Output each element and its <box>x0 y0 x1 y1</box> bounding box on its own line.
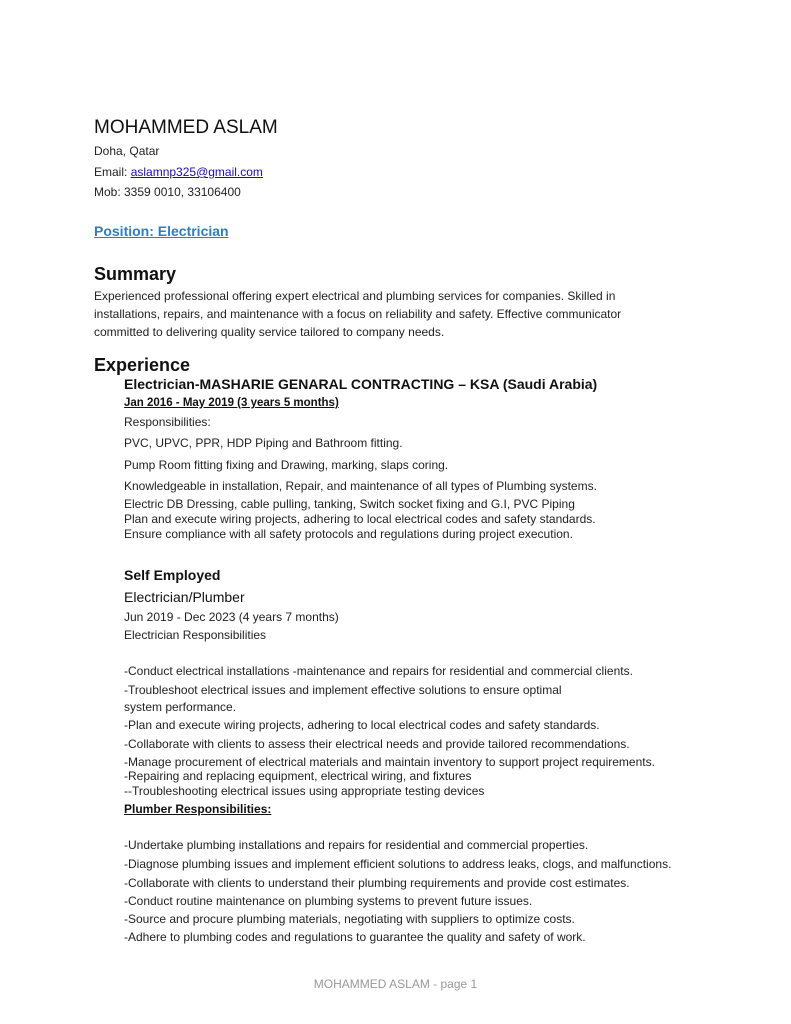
job2-electrician-item: -Plan and execute wiring projects, adhering to local electrical codes and safety standards. <box>124 718 600 732</box>
job2-employer: Self Employed <box>124 567 221 583</box>
job2-plumber-item: -Undertake plumbing installations and repairs for residential and commercial properties. <box>124 838 589 852</box>
job1-item: Knowledgeable in installation, Repair, and maintenance of all types of Plumbing systems. <box>124 479 597 493</box>
job2-plumber-label: Plumber Responsibilities: <box>124 802 272 816</box>
job2-role: Electrician/Plumber <box>124 589 245 605</box>
job2-plumber-item: -Diagnose plumbing issues and implement efficient solutions to address leaks, clogs, and malfunctions. <box>124 857 672 871</box>
experience-heading: Experience <box>94 355 191 375</box>
summary-line-3: committed to delivering quality service tailored to company needs. <box>94 325 445 339</box>
location: Doha, Qatar <box>94 144 160 158</box>
position-link[interactable]: Position: Electrician <box>94 223 229 239</box>
job1-item: Plan and execute wiring projects, adhering to local electrical codes and safety standards. <box>124 512 596 526</box>
page-footer: MOHAMMED ASLAM - page 1 <box>313 977 478 991</box>
summary-heading: Summary <box>94 264 177 284</box>
job2-electrician-item: system performance. <box>124 700 237 714</box>
job1-item: Pump Room fitting fixing and Drawing, marking, slaps coring. <box>124 458 449 472</box>
email-link[interactable]: aslamnp325@gmail.com <box>130 165 263 179</box>
mobile: Mob: 3359 0010, 33106400 <box>94 185 241 199</box>
job2-electrician-item: --Troubleshooting electrical issues using appropriate testing devices <box>124 784 485 798</box>
job2-plumber-item: -Adhere to plumbing codes and regulations to guarantee the quality and safety of work. <box>124 930 586 944</box>
job2-electrician-item: -Manage procurement of electrical materials and maintain inventory to support project requirements. <box>124 755 655 769</box>
candidate-name: MOHAMMED ASLAM <box>94 117 278 138</box>
email-label: Email: <box>94 165 131 179</box>
job1-item: Electric DB Dressing, cable pulling, tanking, Switch socket fixing and G.I, PVC Piping <box>124 497 575 511</box>
job2-plumber-item: -Source and procure plumbing materials, negotiating with suppliers to optimize costs. <box>124 912 575 926</box>
job2-electrician-label: Electrician Responsibilities <box>124 628 267 642</box>
job1-item: Ensure compliance with all safety protocols and regulations during project execution. <box>124 527 573 541</box>
job2-electrician-item: -Troubleshoot electrical issues and implement effective solutions to ensure optimal <box>124 683 562 697</box>
job2-plumber-item: -Collaborate with clients to understand their plumbing requirements and provide cost estimates. <box>124 876 630 890</box>
job2-plumber-item: -Conduct routine maintenance on plumbing systems to prevent future issues. <box>124 894 533 908</box>
job1-title: Electrician-MASHARIE GENARAL CONTRACTING – KSA (Saudi Arabia) <box>124 376 598 392</box>
job1-responsibilities-label: Responsibilities: <box>124 415 211 429</box>
job1-item: PVC, UPVC, PPR, HDP Piping and Bathroom fitting. <box>124 436 403 450</box>
job2-electrician-item: -Collaborate with clients to assess their electrical needs and provide tailored recommendations. <box>124 737 630 751</box>
summary-line-1: Experienced professional offering expert electrical and plumbing services for companies. Skilled in <box>94 289 616 303</box>
job2-electrician-item: -Conduct electrical installations -maintenance and repairs for residential and commercial clients. <box>124 664 633 678</box>
job2-electrician-item: -Repairing and replacing equipment, electrical wiring, and fixtures <box>124 769 472 783</box>
email-line <box>94 165 263 179</box>
job2-dates: Jun 2019 - Dec 2023 (4 years 7 months) <box>124 610 339 624</box>
job1-dates: Jan 2016 - May 2019 (3 years 5 months) <box>124 397 339 409</box>
summary-line-2: installations, repairs, and maintenance with a focus on reliability and safety. Effective communicator <box>94 307 622 321</box>
